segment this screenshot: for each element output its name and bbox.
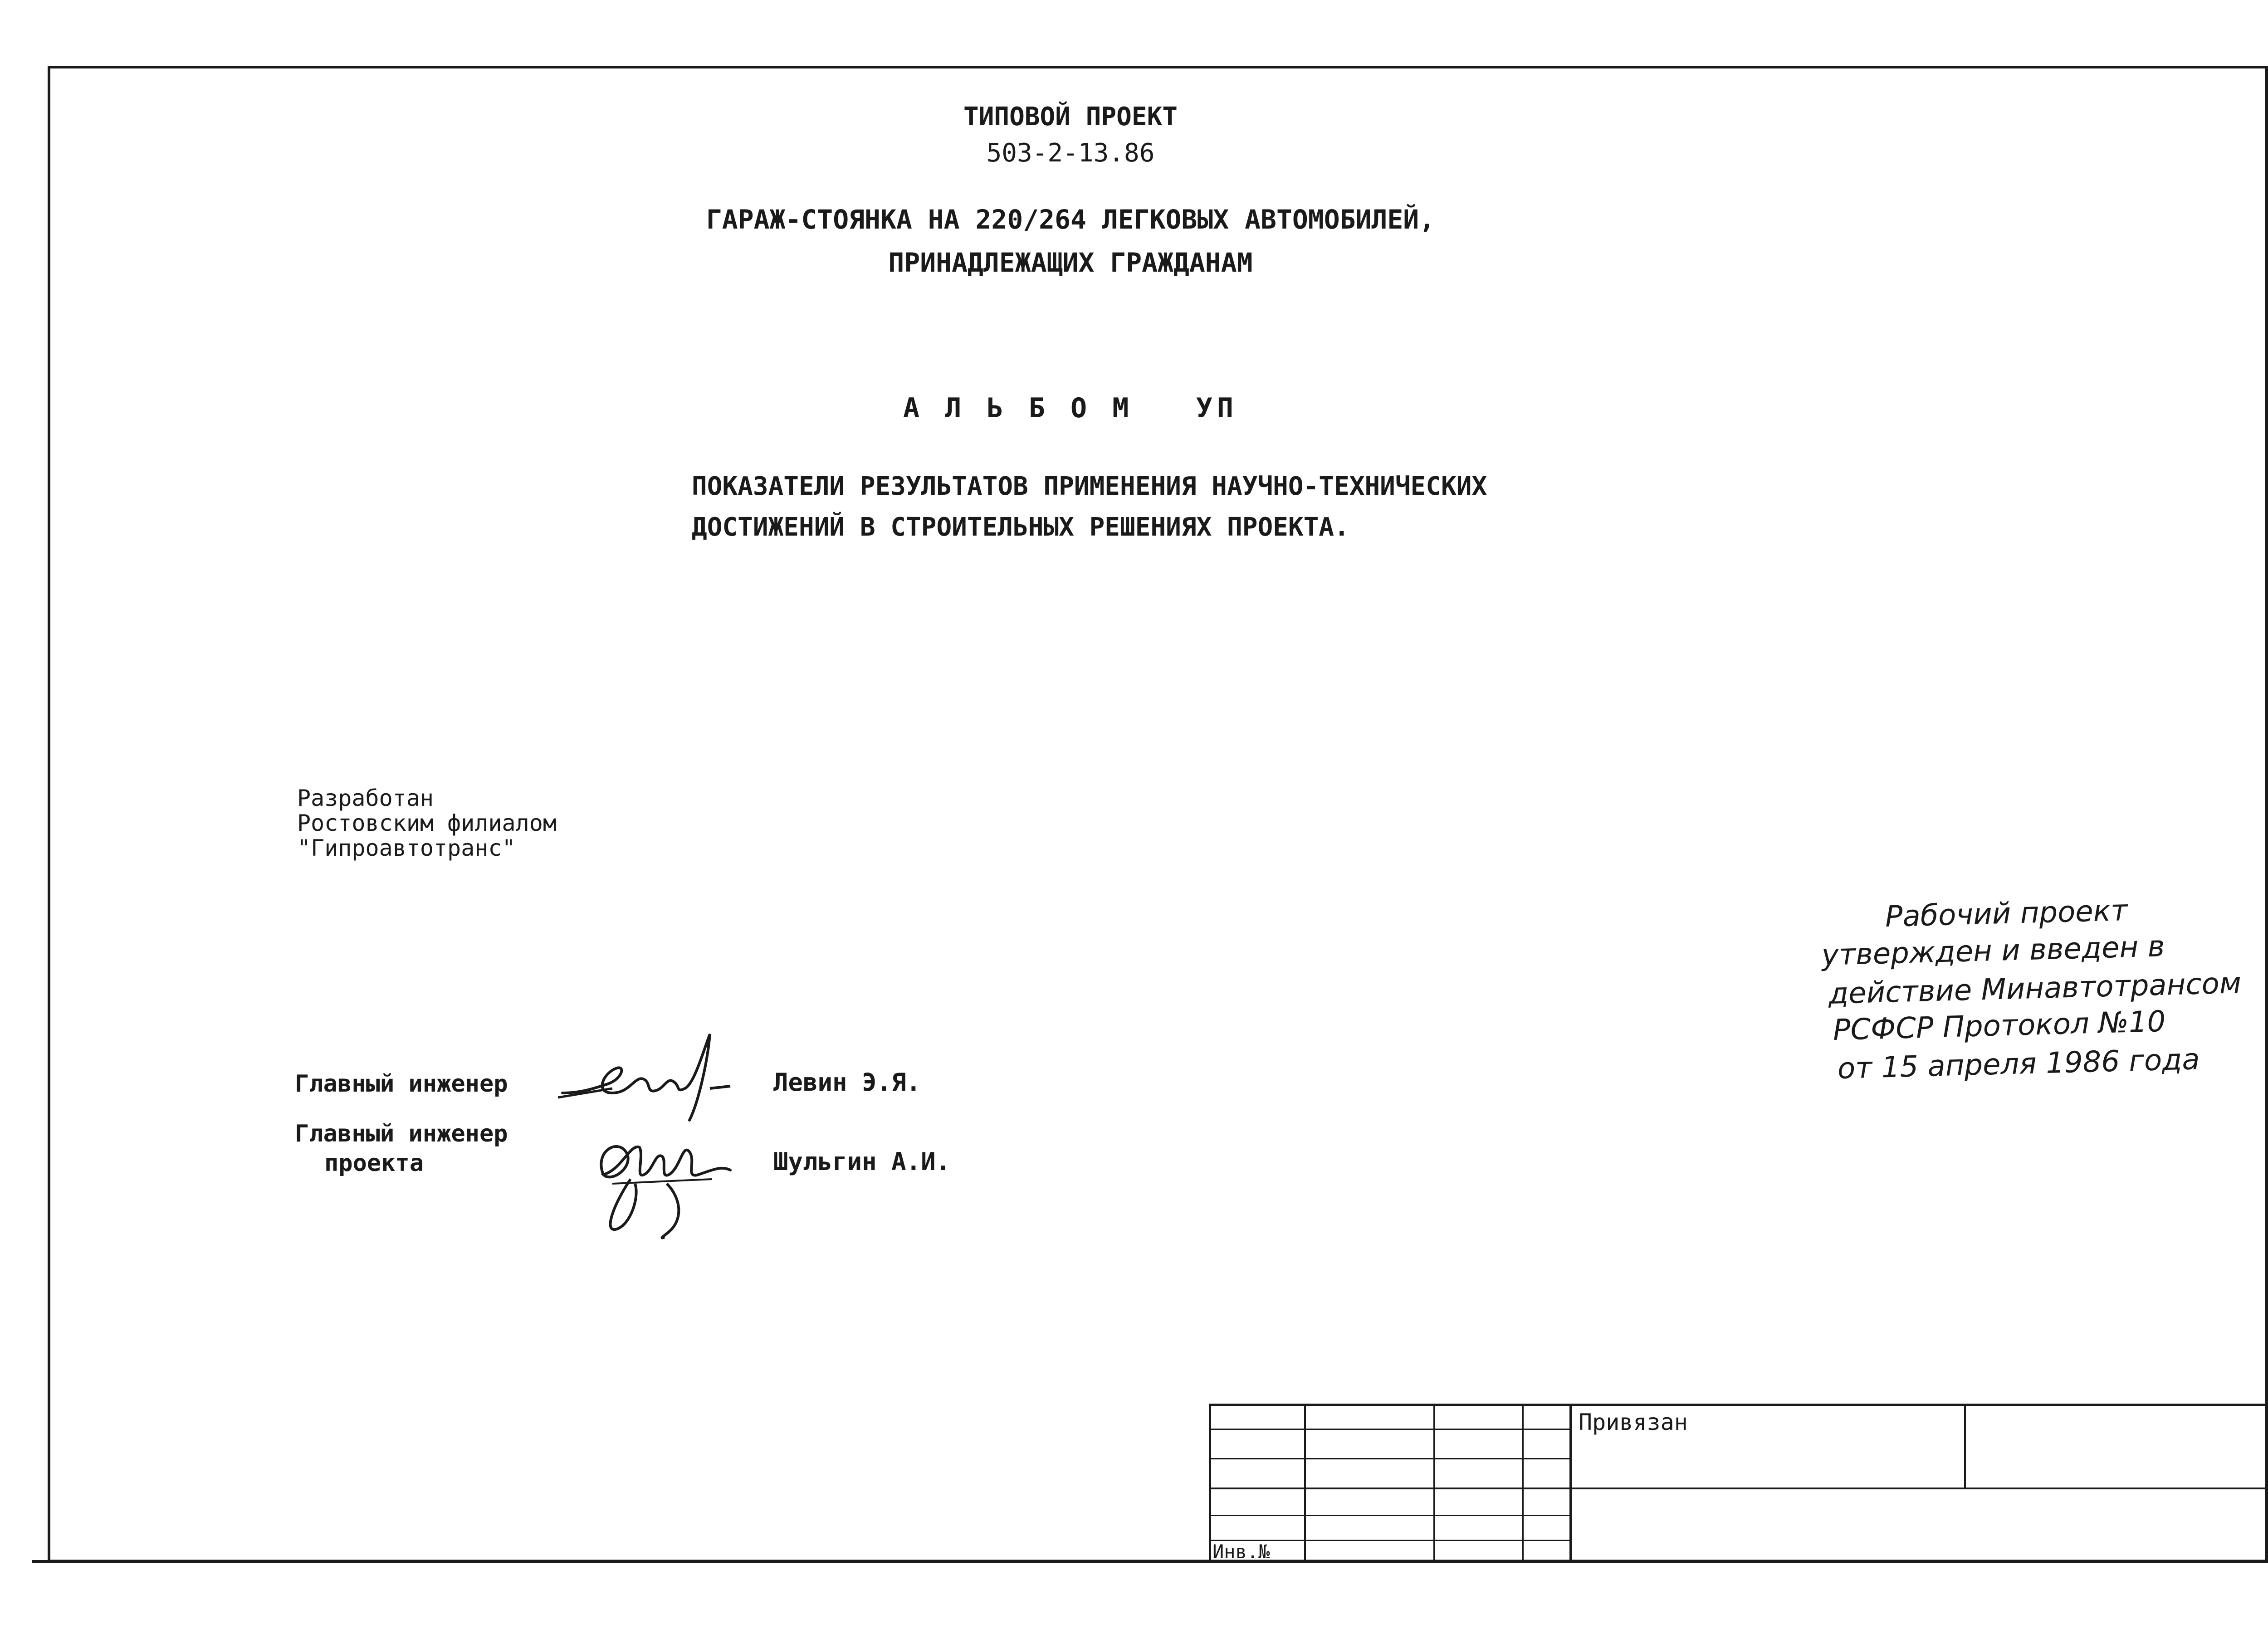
- inventory-label: Инв.№: [1212, 1541, 1270, 1563]
- approval-note-line-3: действие Минавтотрансом: [1828, 966, 2242, 1011]
- signatory-1-role: Главный инженер: [295, 1070, 508, 1097]
- signatory-2-role-line-2: проекта: [324, 1150, 424, 1177]
- tb-outer-top: [1209, 1404, 2268, 1406]
- top-edge-extension: [48, 66, 2268, 68]
- tb-vline-5: [1964, 1404, 1966, 1488]
- tb-vline-3: [1522, 1404, 1524, 1562]
- subject-line-1: ПОКАЗАТЕЛИ РЕЗУЛЬТАТОВ ПРИМЕНЕНИЯ НАУЧНО-ТЕХНИЧЕСКИХ: [692, 472, 1487, 501]
- tb-vline-1: [1304, 1404, 1306, 1562]
- developer-line-2: Ростовским филиалом: [297, 810, 557, 836]
- approval-note-line-4: РСФСР Протокол №10: [1833, 1005, 2166, 1047]
- album-heading: А Л Ь Б О М УП: [903, 392, 1238, 424]
- signatory-1-name: Левин Э.Я.: [773, 1068, 921, 1097]
- tb-vline-2: [1433, 1404, 1435, 1562]
- signature-2-icon: [576, 1116, 758, 1243]
- tb-hline-2: [1209, 1458, 1572, 1459]
- tb-hline-1: [1209, 1429, 1572, 1430]
- document-title-line-2: ПРИНАДЛЕЖАЩИХ ГРАЖДАНАМ: [888, 247, 1253, 278]
- signatory-2-role-line-1: Главный инженер: [295, 1120, 508, 1147]
- signatory-2-name: Шульгин А.И.: [773, 1147, 951, 1176]
- project-number: 503-2-13.86: [986, 138, 1155, 168]
- document-title-line-1: ГАРАЖ-СТОЯНКА НА 220/264 ЛЕГКОВЫХ АВТОМОБИЛЕЙ,: [706, 204, 1435, 235]
- project-type: ТИПОВОЙ ПРОЕКТ: [963, 102, 1178, 132]
- approval-note-line-1: Рабочий проект: [1885, 894, 2128, 934]
- approval-note-line-2: утвержден и введен в: [1821, 930, 2165, 972]
- approval-note-line-5: от 15 апреля 1986 года: [1837, 1043, 2200, 1086]
- subject-line-2: ДОСТИЖЕНИЙ В СТРОИТЕЛЬНЫХ РЕШЕНИЯХ ПРОЕКТА.: [692, 512, 1349, 542]
- developer-line-1: Разработан: [297, 785, 434, 811]
- tb-outer-left: [1209, 1404, 1211, 1562]
- bound-label: Привязан: [1579, 1409, 1688, 1435]
- tb-hline-3: [1209, 1488, 2268, 1489]
- tb-vline-4: [1569, 1404, 1572, 1562]
- developer-line-3: "Гипроавтотранс": [297, 835, 516, 861]
- tb-hline-4: [1209, 1515, 1572, 1516]
- title-block: [1209, 1404, 2268, 1562]
- signature-1-icon: [553, 1025, 744, 1125]
